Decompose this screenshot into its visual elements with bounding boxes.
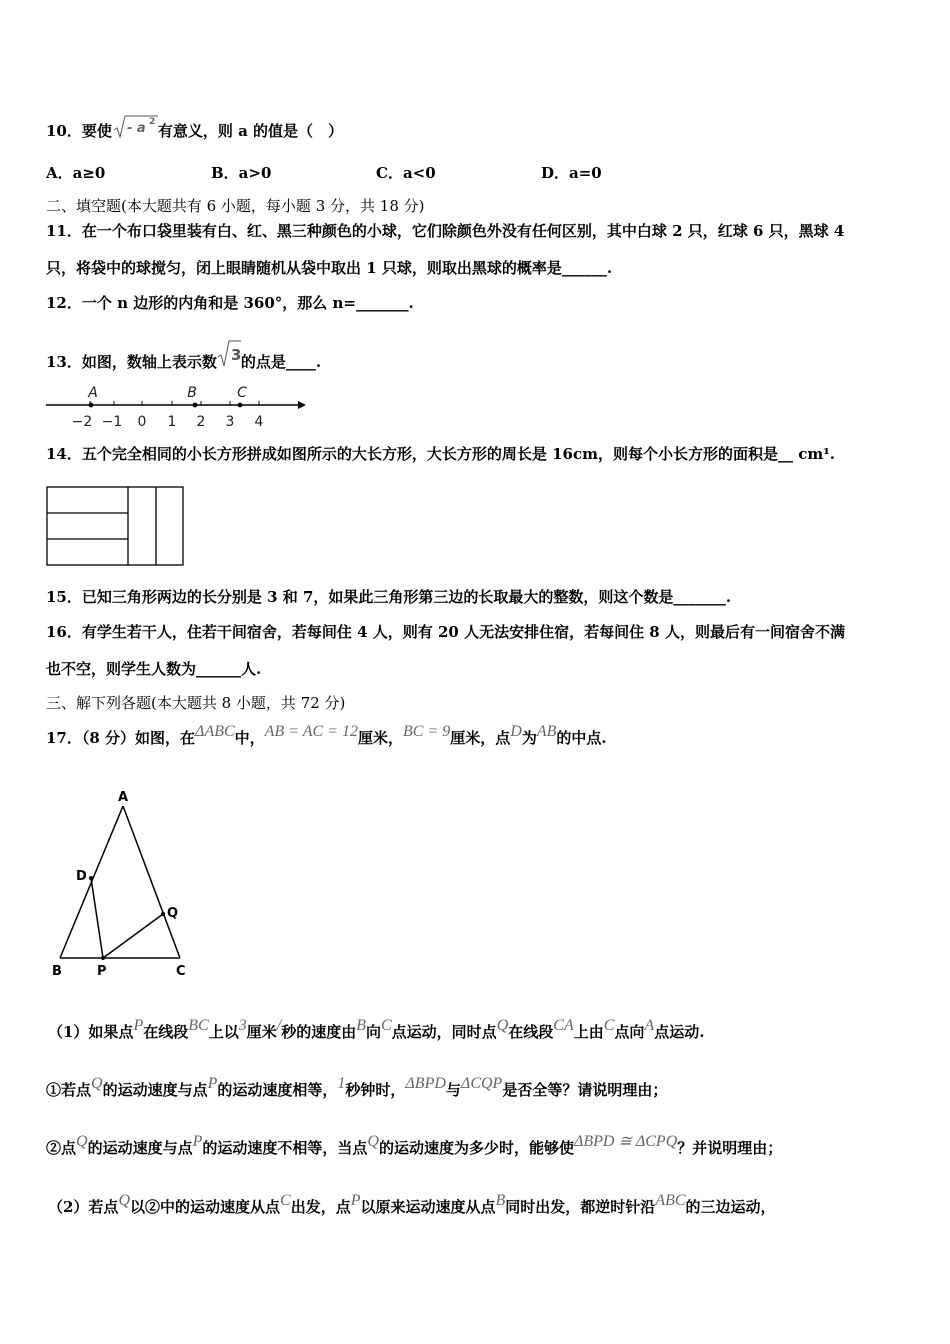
math-expr: BC = 9 <box>402 723 451 740</box>
side-ac <box>123 806 180 958</box>
large-rectangle <box>47 487 183 565</box>
point-b <box>193 403 198 408</box>
segment-pq <box>103 914 163 958</box>
option-d: D．a=0 <box>541 164 602 182</box>
tick-label: 4 <box>254 414 264 430</box>
vertex-label-a: A <box>118 790 129 805</box>
question-14: 14．五个完全相同的小长方形拼成如图所示的大长方形，大长方形的周长是 16cm，则每个小长方形的面积是__ cm¹. <box>46 445 835 463</box>
svg-text:2: 2 <box>148 117 156 127</box>
tick-label: −1 <box>101 414 123 430</box>
question-number: 10． <box>46 122 82 140</box>
question-15: 15．已知三角形两边的长分别是 3 和 7，如果此三角形第三边的长取最大的整数，则这个数是_______. <box>46 588 732 606</box>
question-11-line-1: 11．在一个布口袋里装有白、红、黑三种颜色的小球，它们除颜色外没有任何区别，其中白球 2 只，红球 6 只，黑球 4 <box>46 222 845 240</box>
question-17-part-1-sub-2: ②点Q的运动速度与点P的运动速度不相等，当点Q的运动速度为多少时，能够使ΔBPD ≅ ΔCPQ？并说明理由； <box>46 1133 783 1157</box>
question-16-line-2: 也不空，则学生人数为______人. <box>46 660 262 678</box>
tick-label: −2 <box>71 414 93 430</box>
tick-label: 1 <box>167 414 177 430</box>
vertex-label-q: Q <box>167 906 179 921</box>
question-16-line-1: 16．有学生若干人，住若干间宿舍，若每间住 4 人，则有 20 人无法安排住宿，若每间住 8 人，则最后有一间宿舍不满 <box>46 623 845 641</box>
question-17-part-2: （2）若点Q以②中的运动速度从点C出发，点P以原来运动速度从点B同时出发，都逆时针沿ABC的三边运动， <box>48 1192 776 1216</box>
point-label-c: C <box>237 385 247 401</box>
axis-arrow <box>298 401 306 409</box>
vertex-label-c: C <box>176 964 186 979</box>
tick-label: 2 <box>196 414 206 430</box>
point-a <box>89 403 94 408</box>
question-13: 13．如图，数轴上表示数 3 的点是____. <box>46 339 321 372</box>
vertex-label-b: B <box>52 964 62 979</box>
question-11-line-2: 只，将袋中的球搅匀，闭上眼睛随机从袋中取出 1 只球，则取出黑球的概率是______. <box>46 259 613 277</box>
question-17-part-1-sub-1: ①若点Q的运动速度与点P的运动速度相等，1秒钟时，ΔBPD与ΔCQP是否全等？请说明理由； <box>46 1075 668 1099</box>
sqrt-symbol <box>112 114 158 140</box>
point-c <box>238 403 243 408</box>
svg-text:3: 3 <box>230 346 241 364</box>
section-heading-solve: 三、解下列各题(本大题共 8 小题，共 72 分) <box>46 694 346 712</box>
math-expr: AB = AC = 12 <box>264 723 358 740</box>
number-line-figure <box>44 380 309 432</box>
vertex-label-p: P <box>97 964 107 979</box>
section-heading-fill-blank: 二、填空题(本大题共有 6 小题，每小题 3 分，共 18 分) <box>46 197 425 215</box>
segment-dp <box>91 878 103 958</box>
question-17: 17．（8 分）如图，在ΔABC中，AB = AC = 12厘米，BC = 9厘米，点D为AB的中点. <box>46 723 607 747</box>
point-label-b: B <box>187 385 197 401</box>
math-expr: ΔABC <box>195 723 235 740</box>
option-c: C．a<0 <box>376 164 436 182</box>
point-label-a: A <box>88 385 98 401</box>
svg-text:- a: - a <box>126 121 146 136</box>
rectangles-figure <box>46 486 186 568</box>
tick-label: 3 <box>225 414 235 430</box>
question-17-part-1: （1）如果点P在线段BC上以3厘米/秒的速度由B向C点运动，同时点Q在线段CA上由C点向A点运动. <box>48 1017 705 1041</box>
question-12: 12．一个 n 边形的内角和是 360°，那么 n=_______. <box>46 294 414 312</box>
question-10: 10．要使 - a 2 有意义，则 a 的值是（ ） <box>46 114 343 141</box>
vertex-label-d: D <box>76 869 87 884</box>
option-b: B．a>0 <box>211 164 272 182</box>
math-expr: D <box>510 723 522 740</box>
sqrt-symbol <box>217 339 241 369</box>
option-a: A．a≥0 <box>46 164 106 182</box>
tick-label: 0 <box>137 414 147 430</box>
math-expr: AB <box>536 723 557 740</box>
triangle-figure <box>46 786 206 982</box>
